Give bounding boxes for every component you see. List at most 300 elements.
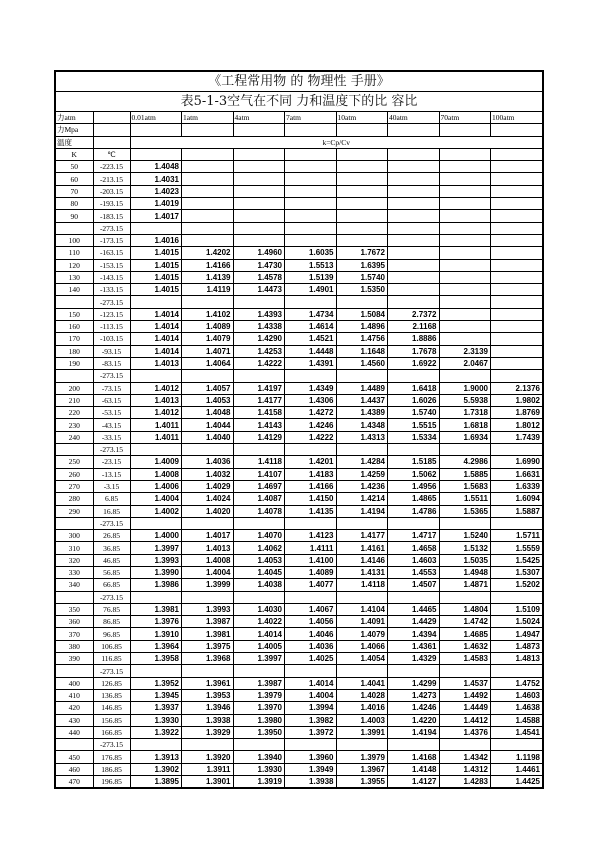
ratio-cell: 1.4119	[182, 284, 234, 296]
kelvin-cell: 370	[56, 628, 93, 640]
ratio-cell: 1.4717	[388, 530, 440, 542]
empty-cell	[439, 124, 491, 136]
celsius-cell: -123.15	[93, 308, 130, 320]
ratio-cell: 1.4118	[233, 456, 285, 468]
celsius-cell: 176.85	[93, 751, 130, 763]
ratio-cell: 1.3938	[182, 714, 234, 726]
table-row	[56, 333, 542, 345]
ratio-cell: 1.5683	[439, 480, 491, 492]
ratio-cell: 1.4448	[285, 345, 337, 357]
kelvin-cell: 290	[56, 505, 93, 517]
ratio-cell: 1.4283	[439, 776, 491, 788]
pressure-header: 7atm	[285, 112, 337, 124]
ratio-cell	[285, 444, 337, 456]
ratio-cell	[388, 222, 440, 234]
kelvin-cell: 70	[56, 185, 93, 197]
ratio-cell: 1.4077	[285, 579, 337, 591]
ratio-cell: 1.4507	[388, 579, 440, 591]
ratio-cell: 1.4104	[336, 603, 388, 615]
kelvin-cell: 280	[56, 493, 93, 505]
ratio-cell	[491, 185, 543, 197]
ratio-cell: 1.4056	[285, 616, 337, 628]
ratio-cell: 1.3993	[182, 603, 234, 615]
ratio-cell: 1.4014	[130, 321, 182, 333]
ratio-cell: 1.4813	[491, 653, 543, 665]
ratio-cell	[182, 296, 234, 308]
celsius-cell: 166.85	[93, 726, 130, 738]
ratio-cell: 1.3997	[130, 542, 182, 554]
ratio-cell: 1.4194	[388, 726, 440, 738]
ratio-cell: 1.4394	[388, 628, 440, 640]
celsius-cell: 76.85	[93, 603, 130, 615]
ratio-cell: 1.4012	[130, 382, 182, 394]
ratio-cell: 1.4685	[439, 628, 491, 640]
ratio-cell: 4.2986	[439, 456, 491, 468]
ratio-label: k=Cp/Cv	[130, 136, 542, 148]
temperature-header-row	[56, 136, 542, 148]
ratio-cell: 1.3895	[130, 776, 182, 788]
ratio-cell: 1.4011	[130, 431, 182, 443]
celsius-cell: 6.85	[93, 493, 130, 505]
ratio-cell: 1.4901	[285, 284, 337, 296]
empty-cell	[233, 124, 285, 136]
ratio-cell: 2.3139	[439, 345, 491, 357]
ratio-cell: 1.4429	[388, 616, 440, 628]
ratio-cell	[491, 296, 543, 308]
ratio-cell: 1.4220	[388, 714, 440, 726]
ratio-cell	[285, 161, 337, 173]
ratio-cell: 1.4492	[439, 689, 491, 701]
ratio-cell: 1.4046	[285, 628, 337, 640]
kelvin-cell: 380	[56, 640, 93, 652]
celsius-cell: -73.15	[93, 382, 130, 394]
table-row	[56, 689, 542, 701]
ratio-cell	[491, 173, 543, 185]
table-row	[56, 542, 542, 554]
ratio-cell: 1.4013	[130, 357, 182, 369]
ratio-cell: 1.4071	[182, 345, 234, 357]
pressure-header: 100atm	[491, 112, 543, 124]
celsius-cell: -203.15	[93, 185, 130, 197]
ratio-cell: 1.4201	[285, 456, 337, 468]
table-row	[56, 456, 542, 468]
ratio-cell: 1.3975	[182, 640, 234, 652]
empty-cell	[233, 148, 285, 160]
ratio-cell	[439, 284, 491, 296]
mpa-header-row	[56, 124, 542, 136]
empty-cell	[285, 124, 337, 136]
table-row	[56, 222, 542, 234]
ratio-cell: 1.4014	[130, 308, 182, 320]
ratio-cell: 1.4053	[182, 394, 234, 406]
celsius-cell: 136.85	[93, 689, 130, 701]
ratio-cell	[491, 357, 543, 369]
kelvin-cell: 160	[56, 321, 93, 333]
kelvin-cell: 430	[56, 714, 93, 726]
table-row	[56, 198, 542, 210]
ratio-cell	[388, 161, 440, 173]
ratio-cell	[439, 591, 491, 603]
ratio-cell: 1.8012	[491, 419, 543, 431]
ratio-cell: 1.6818	[439, 419, 491, 431]
kelvin-cell: 270	[56, 480, 93, 492]
celsius-cell: -33.15	[93, 431, 130, 443]
ratio-cell: 1.4412	[439, 714, 491, 726]
ratio-cell: 1.7439	[491, 431, 543, 443]
ratio-cell: 1.3964	[130, 640, 182, 652]
kelvin-cell: 230	[56, 419, 93, 431]
ratio-cell	[491, 333, 543, 345]
ratio-cell: 1.3982	[285, 714, 337, 726]
ratio-cell: 1.3949	[285, 763, 337, 775]
ratio-cell: 1.4214	[336, 493, 388, 505]
ratio-cell: 1.6026	[388, 394, 440, 406]
kelvin-cell: 470	[56, 776, 93, 788]
ratio-cell	[285, 739, 337, 751]
ratio-cell: 1.4044	[182, 419, 234, 431]
empty-cell	[182, 124, 234, 136]
ratio-cell	[439, 185, 491, 197]
empty-cell	[182, 148, 234, 160]
ratio-cell: 1.4014	[130, 345, 182, 357]
ratio-cell: 1.4177	[336, 530, 388, 542]
celsius-cell: 86.85	[93, 616, 130, 628]
celsius-cell: -273.15	[93, 370, 130, 382]
ratio-cell: 1.4089	[285, 566, 337, 578]
ratio-cell	[130, 591, 182, 603]
ratio-cell: 1.4089	[182, 321, 234, 333]
ratio-cell: 1.4025	[285, 653, 337, 665]
ratio-cell	[233, 185, 285, 197]
ratio-cell	[130, 222, 182, 234]
ratio-cell: 1.4168	[388, 751, 440, 763]
ratio-cell: 1.4197	[233, 382, 285, 394]
ratio-cell	[285, 370, 337, 382]
ratio-cell: 1.4871	[439, 579, 491, 591]
ratio-cell: 1.3940	[233, 751, 285, 763]
celsius-cell: -273.15	[93, 222, 130, 234]
ratio-cell: 1.4804	[439, 603, 491, 615]
ratio-cell	[336, 210, 388, 222]
ratio-cell	[130, 296, 182, 308]
ratio-cell: 1.3968	[182, 653, 234, 665]
ratio-cell	[491, 739, 543, 751]
ratio-cell: 1.4603	[491, 689, 543, 701]
ratio-cell: 1.4376	[439, 726, 491, 738]
ratio-cell: 1.4873	[491, 640, 543, 652]
ratio-cell: 1.4752	[491, 677, 543, 689]
table-row	[56, 530, 542, 542]
empty-cell	[93, 112, 130, 124]
ratio-cell: 1.4014	[130, 333, 182, 345]
ratio-cell	[182, 444, 234, 456]
ratio-cell: 1.4865	[388, 493, 440, 505]
ratio-cell: 1.4013	[182, 542, 234, 554]
ratio-cell: 1.4016	[336, 702, 388, 714]
ratio-cell: 1.4393	[233, 308, 285, 320]
ratio-cell	[336, 444, 388, 456]
ratio-cell: 1.4045	[233, 566, 285, 578]
ratio-cell: 1.4578	[233, 271, 285, 283]
ratio-cell: 1.4146	[336, 554, 388, 566]
ratio-cell: 1.3987	[233, 677, 285, 689]
ratio-cell	[182, 517, 234, 529]
ratio-cell	[439, 739, 491, 751]
ratio-cell: 1.4150	[285, 493, 337, 505]
ratio-cell: 1.4020	[182, 505, 234, 517]
empty-cell	[388, 148, 440, 160]
ratio-cell: 1.4040	[182, 431, 234, 443]
kelvin-cell: 210	[56, 394, 93, 406]
pressure-header: 40atm	[388, 112, 440, 124]
ratio-cell	[336, 185, 388, 197]
ratio-cell	[336, 665, 388, 677]
ratio-cell	[491, 345, 543, 357]
celsius-cell: 106.85	[93, 640, 130, 652]
ratio-cell	[388, 173, 440, 185]
ratio-cell	[233, 665, 285, 677]
ratio-cell	[491, 444, 543, 456]
table-row	[56, 345, 542, 357]
table-row	[56, 517, 542, 529]
celsius-cell: 96.85	[93, 628, 130, 640]
table-row	[56, 161, 542, 173]
ratio-cell: 1.3930	[233, 763, 285, 775]
ratio-cell: 1.5132	[439, 542, 491, 554]
ratio-cell: 1.4015	[130, 271, 182, 283]
ratio-cell: 1.4272	[285, 407, 337, 419]
ratio-cell: 1.3958	[130, 653, 182, 665]
ratio-cell: 1.3986	[130, 579, 182, 591]
ratio-cell: 1.4005	[233, 640, 285, 652]
ratio-cell	[233, 173, 285, 185]
ratio-cell	[491, 161, 543, 173]
ratio-cell: 1.3979	[233, 689, 285, 701]
ratio-cell: 1.4129	[233, 431, 285, 443]
ratio-cell	[388, 739, 440, 751]
ratio-cell	[388, 370, 440, 382]
celsius-cell: -103.15	[93, 333, 130, 345]
ratio-cell: 1.5024	[491, 616, 543, 628]
ratio-cell: 1.4111	[285, 542, 337, 554]
ratio-cell: 1.5035	[439, 554, 491, 566]
kelvin-cell: 350	[56, 603, 93, 615]
ratio-cell	[439, 198, 491, 210]
table-row	[56, 296, 542, 308]
empty-cell	[130, 124, 182, 136]
table-row	[56, 751, 542, 763]
celsius-cell: 56.85	[93, 566, 130, 578]
kelvin-cell	[56, 591, 93, 603]
ratio-cell: 1.4008	[130, 468, 182, 480]
ratio-cell	[182, 739, 234, 751]
table-row	[56, 468, 542, 480]
ratio-cell	[491, 517, 543, 529]
kelvin-cell: 60	[56, 173, 93, 185]
ratio-cell: 1.4012	[130, 407, 182, 419]
ratio-cell	[130, 665, 182, 677]
ratio-cell	[388, 517, 440, 529]
ratio-cell: 1.4734	[285, 308, 337, 320]
ratio-cell	[182, 234, 234, 246]
table-row	[56, 173, 542, 185]
kelvin-cell: 320	[56, 554, 93, 566]
ratio-cell	[388, 247, 440, 259]
empty-cell	[93, 124, 130, 136]
ratio-cell	[336, 198, 388, 210]
table-row	[56, 284, 542, 296]
kelvin-cell: 300	[56, 530, 93, 542]
ratio-cell	[336, 739, 388, 751]
ratio-cell	[388, 259, 440, 271]
ratio-cell: 1.4338	[233, 321, 285, 333]
celsius-cell: 36.85	[93, 542, 130, 554]
ratio-cell: 1.4183	[285, 468, 337, 480]
ratio-cell: 1.4786	[388, 505, 440, 517]
ratio-cell: 1.4091	[336, 616, 388, 628]
ratio-cell	[285, 173, 337, 185]
ratio-cell: 1.5513	[285, 259, 337, 271]
ratio-cell: 1.4537	[439, 677, 491, 689]
ratio-cell	[336, 222, 388, 234]
table-row	[56, 714, 542, 726]
ratio-cell: 1.4023	[130, 185, 182, 197]
celsius-cell: 46.85	[93, 554, 130, 566]
ratio-cell	[182, 591, 234, 603]
kelvin-cell	[56, 739, 93, 751]
ratio-cell: 1.3967	[336, 763, 388, 775]
ratio-cell: 1.4004	[285, 689, 337, 701]
ratio-cell: 1.4102	[182, 308, 234, 320]
celsius-cell: -273.15	[93, 444, 130, 456]
ratio-cell: 1.4246	[388, 702, 440, 714]
kelvin-cell: 180	[56, 345, 93, 357]
ratio-cell: 1.5515	[388, 419, 440, 431]
ratio-cell: 1.9802	[491, 394, 543, 406]
celsius-cell: 126.85	[93, 677, 130, 689]
ratio-cell	[439, 321, 491, 333]
ratio-cell	[182, 198, 234, 210]
ratio-cell: 1.4004	[182, 566, 234, 578]
celsius-cell: -213.15	[93, 173, 130, 185]
kelvin-cell	[56, 370, 93, 382]
ratio-cell	[439, 234, 491, 246]
ratio-cell: 1.3960	[285, 751, 337, 763]
kelvin-cell	[56, 444, 93, 456]
ratio-cell: 1.4603	[388, 554, 440, 566]
ratio-cell	[285, 185, 337, 197]
ratio-cell: 1.4349	[285, 382, 337, 394]
ratio-cell	[491, 222, 543, 234]
ratio-cell: 1.6395	[336, 259, 388, 271]
celsius-cell: -143.15	[93, 271, 130, 283]
ratio-cell: 1.6990	[491, 456, 543, 468]
empty-cell	[439, 148, 491, 160]
table-row	[56, 677, 542, 689]
ratio-cell: 1.3920	[182, 751, 234, 763]
ratio-cell: 1.4015	[130, 259, 182, 271]
table-row	[56, 665, 542, 677]
kelvin-cell	[56, 222, 93, 234]
ratio-cell	[285, 198, 337, 210]
empty-cell	[130, 148, 182, 160]
ratio-cell	[439, 370, 491, 382]
ratio-cell: 1.4009	[130, 456, 182, 468]
ratio-cell: 1.4259	[336, 468, 388, 480]
table-row	[56, 247, 542, 259]
ratio-cell: 1.4166	[182, 259, 234, 271]
ratio-cell: 1.6418	[388, 382, 440, 394]
ratio-cell: 1.9000	[439, 382, 491, 394]
ratio-cell: 1.3981	[182, 628, 234, 640]
celsius-cell: 16.85	[93, 505, 130, 517]
ratio-cell: 1.4032	[182, 468, 234, 480]
pressure-header: 0.01atm	[130, 112, 182, 124]
ratio-cell	[285, 296, 337, 308]
ratio-cell: 1.4002	[130, 505, 182, 517]
ratio-cell: 1.5350	[336, 284, 388, 296]
ratio-cell: 1.3955	[336, 776, 388, 788]
ratio-cell: 1.4290	[233, 333, 285, 345]
kelvin-cell: 460	[56, 763, 93, 775]
pressure-header-row	[56, 112, 542, 124]
ratio-cell	[233, 210, 285, 222]
ratio-cell: 1.4019	[130, 198, 182, 210]
ratio-cell: 1.5559	[491, 542, 543, 554]
ratio-cell: 5.5938	[439, 394, 491, 406]
data-sheet	[54, 70, 544, 789]
celsius-cell: -163.15	[93, 247, 130, 259]
ratio-cell: 1.6934	[439, 431, 491, 443]
ratio-cell: 1.4127	[388, 776, 440, 788]
table-row	[56, 394, 542, 406]
ratio-cell	[388, 665, 440, 677]
table-row	[56, 616, 542, 628]
ratio-cell: 1.3987	[182, 616, 234, 628]
ratio-cell: 1.3991	[336, 726, 388, 738]
table-caption: 表5-1-3空气在不同 力和温度下的比 容比	[56, 92, 542, 112]
ratio-cell: 1.4638	[491, 702, 543, 714]
empty-cell	[336, 148, 388, 160]
ratio-cell: 1.5109	[491, 603, 543, 615]
kelvin-cell: 110	[56, 247, 93, 259]
table-row	[56, 776, 542, 788]
ratio-cell: 1.4947	[491, 628, 543, 640]
ratio-cell	[388, 210, 440, 222]
ratio-cell: 1.3952	[130, 677, 182, 689]
ratio-cell: 1.4161	[336, 542, 388, 554]
table-body	[56, 112, 542, 787]
ratio-cell: 1.5365	[439, 505, 491, 517]
ratio-cell: 1.4000	[130, 530, 182, 542]
ratio-cell: 1.4030	[233, 603, 285, 615]
table-row	[56, 702, 542, 714]
ratio-cell	[285, 517, 337, 529]
ratio-cell: 1.4253	[233, 345, 285, 357]
ratio-cell: 1.4017	[130, 210, 182, 222]
ratio-cell: 1.4036	[285, 640, 337, 652]
ratio-cell: 1.3902	[130, 763, 182, 775]
ratio-cell	[491, 234, 543, 246]
ratio-cell: 1.4079	[182, 333, 234, 345]
ratio-cell: 1.4389	[336, 407, 388, 419]
celsius-cell: -273.15	[93, 517, 130, 529]
ratio-cell	[491, 321, 543, 333]
ratio-cell: 1.4521	[285, 333, 337, 345]
ratio-cell	[285, 665, 337, 677]
ratio-cell: 1.4048	[182, 407, 234, 419]
ratio-cell: 1.4273	[388, 689, 440, 701]
